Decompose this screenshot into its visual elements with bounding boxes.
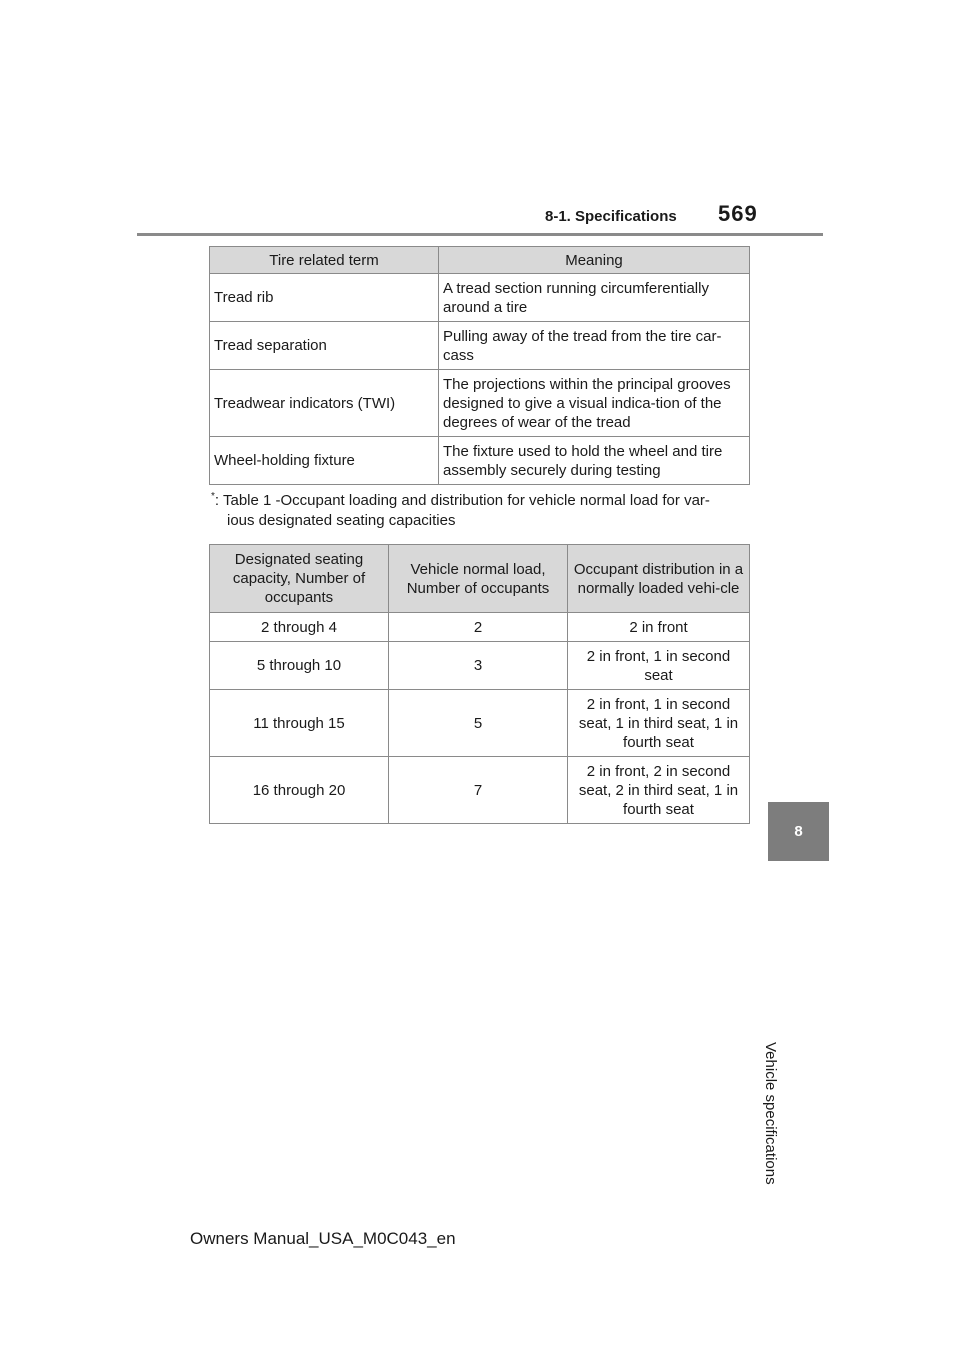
capacity-cell: 2 through 4 (210, 613, 389, 642)
load-cell: 5 (389, 690, 568, 757)
table-row (210, 437, 750, 485)
header-divider (137, 233, 823, 236)
section-title: 8-1. Specifications (545, 208, 677, 225)
distribution-cell: 2 in front (568, 613, 750, 642)
column-header: Occupant distribution in a normally loaded vehi-cle (568, 545, 750, 613)
tire-terms-table (209, 246, 750, 485)
footnote-marker: * (211, 491, 215, 502)
chapter-title: Vehicle specifications (762, 1042, 779, 1185)
capacity-cell: 16 through 20 (210, 757, 389, 824)
column-header: Vehicle normal load, Number of occupants (389, 545, 568, 613)
term-cell: Treadwear indicators (TWI) (210, 370, 439, 437)
term-cell: Wheel-holding fixture (210, 437, 439, 485)
table-row (210, 690, 750, 757)
capacity-cell: 5 through 10 (210, 642, 389, 690)
distribution-cell: 2 in front, 2 in second seat, 2 in third seat, 1 in fourth seat (568, 757, 750, 824)
load-cell: 2 (389, 613, 568, 642)
page-number: 569 (718, 201, 758, 226)
table-row (210, 274, 750, 322)
column-header: Meaning (439, 247, 750, 274)
capacity-cell: 11 through 15 (210, 690, 389, 757)
load-cell: 3 (389, 642, 568, 690)
table-row (210, 322, 750, 370)
meaning-cell: A tread section running circumferentially around a tire (439, 274, 750, 322)
meaning-cell: The fixture used to hold the wheel and tire assembly securely during testing (439, 437, 750, 485)
table-row (210, 642, 750, 690)
term-cell: Tread separation (210, 322, 439, 370)
footnote-line-2: ious designated seating capacities (227, 512, 456, 529)
load-cell: 7 (389, 757, 568, 824)
distribution-cell: 2 in front, 1 in second seat (568, 642, 750, 690)
table-row (210, 370, 750, 437)
table-header-row (210, 545, 750, 613)
chapter-tab (768, 802, 829, 861)
meaning-cell: Pulling away of the tread from the tire car-cass (439, 322, 750, 370)
table-row (210, 613, 750, 642)
footnote-line-1: : Table 1 -Occupant loading and distribution for vehicle normal load for var- (214, 492, 710, 509)
term-cell: Tread rib (210, 274, 439, 322)
column-header: Tire related term (210, 247, 439, 274)
table-row (210, 757, 750, 824)
table-footnote (211, 491, 751, 531)
chapter-number: 8 (794, 823, 803, 840)
table-header-row (210, 247, 750, 274)
occupant-loading-table (209, 544, 750, 824)
column-header: Designated seating capacity, Number of occupants (210, 545, 389, 613)
distribution-cell: 2 in front, 1 in second seat, 1 in third seat, 1 in fourth seat (568, 690, 750, 757)
meaning-cell: The projections within the principal grooves designed to give a visual indica-tion of the degrees of wear of the tread (439, 370, 750, 437)
footer-manual-id: Owners Manual_USA_M0C043_en (190, 1229, 456, 1248)
